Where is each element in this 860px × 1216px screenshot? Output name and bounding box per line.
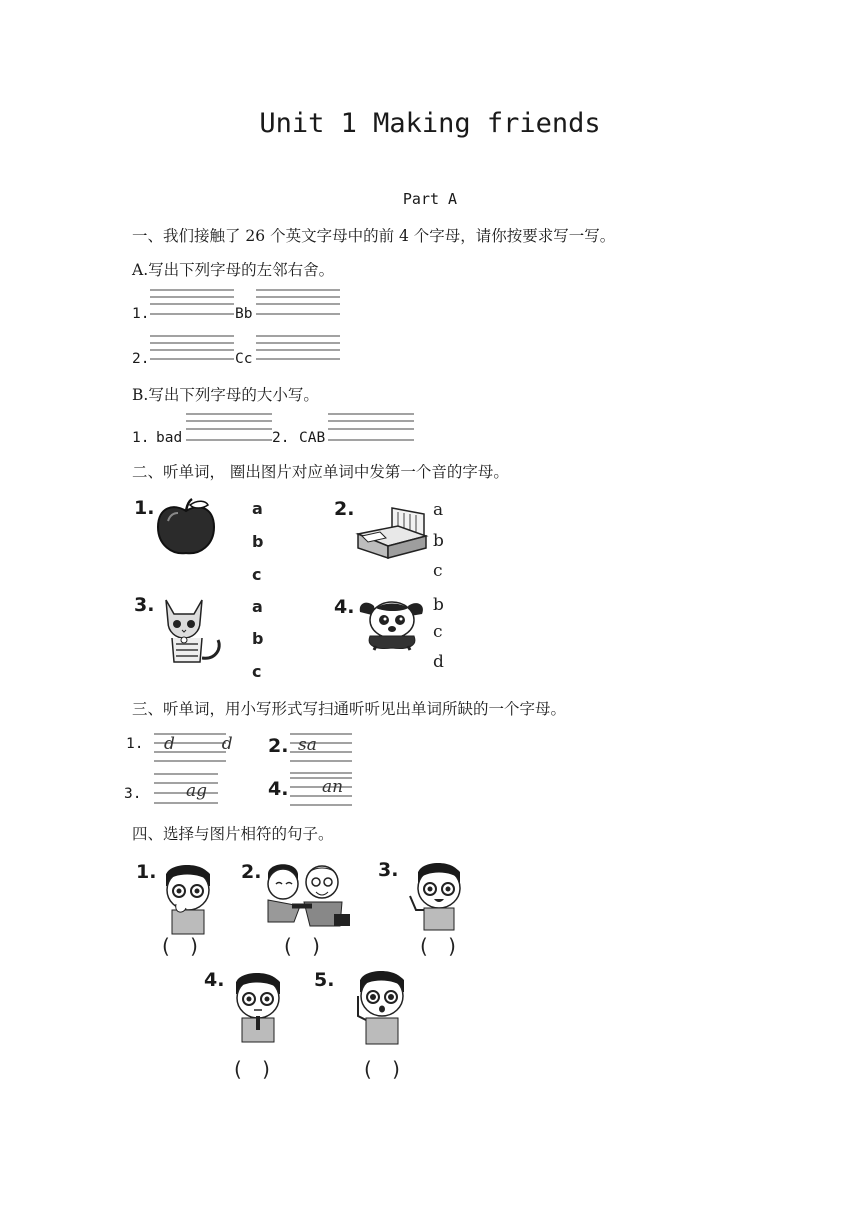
- q2-item-2-option-a[interactable]: a: [433, 500, 444, 520]
- q4-item-5-blank[interactable]: ( ): [364, 1057, 400, 1081]
- boy-pointing-icon: [228, 968, 286, 1044]
- q2-item-2-num: 2.: [334, 498, 355, 520]
- q1b-item-1-num: 1.: [132, 430, 150, 446]
- q2-item-1-num: 1.: [134, 497, 155, 519]
- cat-icon: [160, 596, 226, 668]
- q4-item-4-blank[interactable]: ( ): [234, 1057, 270, 1081]
- q3-heading: 三、听单词，用小写形式写扫通听听见出单词所缺的一个字母。: [132, 700, 567, 718]
- q1a-item-2-left-lines[interactable]: [148, 330, 238, 364]
- q2-item-3-option-c[interactable]: c: [252, 662, 262, 681]
- q3-item-1-handwriting: d d: [164, 734, 233, 754]
- q2-item-4-option-c[interactable]: c: [433, 622, 443, 642]
- q4-item-3-num: 3.: [378, 859, 399, 881]
- q1a-item-2-letter: Cc: [235, 351, 253, 367]
- q3-item-4-num: 4.: [268, 778, 289, 800]
- q2-item-1-option-b[interactable]: b: [252, 532, 264, 551]
- q4-item-3-blank[interactable]: ( ): [420, 934, 456, 958]
- q1b-item-2-lines[interactable]: [326, 410, 416, 444]
- dog-icon: [356, 598, 428, 652]
- boy-thinking-icon: [158, 860, 216, 936]
- q1a-item-1-left-lines[interactable]: [148, 286, 238, 320]
- part-label: Part A: [402, 190, 458, 208]
- boy-surprised-icon: [354, 966, 410, 1046]
- q1-heading: 一、我们接触了 26 个英文字母中的前 4 个字母，请你按要求写一写。: [132, 227, 616, 245]
- q4-item-1-num: 1.: [136, 861, 157, 883]
- q1a-item-1-num: 1.: [132, 306, 150, 322]
- page-title: Unit 1 Making friends: [259, 108, 601, 139]
- q2-item-3-num: 3.: [134, 594, 155, 616]
- q3-item-3-num: 3.: [124, 786, 142, 802]
- apple-icon: [156, 497, 218, 557]
- q1b-item-2-num: 2.: [272, 430, 290, 446]
- q1a-item-1-letter: Bb: [235, 306, 253, 322]
- q2-item-3-option-a[interactable]: a: [252, 597, 263, 616]
- q4-item-2-num: 2.: [241, 861, 262, 883]
- q4-item-5-num: 5.: [314, 969, 335, 991]
- boy-waving-icon: [408, 858, 468, 932]
- q1a-item-2-num: 2.: [132, 351, 150, 367]
- q3-item-3-handwriting: ag: [186, 781, 208, 801]
- q2-item-1-option-a[interactable]: a: [252, 499, 263, 518]
- q1b-item-1-word: bad: [156, 430, 183, 446]
- q4-item-2-blank[interactable]: ( ): [284, 934, 320, 958]
- q4-item-1-blank[interactable]: ( ): [162, 934, 198, 958]
- q3-item-1-num: 1.: [126, 736, 144, 752]
- q3-item-2-num: 2.: [268, 735, 289, 757]
- q2-item-2-option-b[interactable]: b: [433, 531, 444, 551]
- q1-sub-a: A.写出下列字母的左邻右舍。: [132, 261, 335, 279]
- handshake-icon: [262, 860, 354, 930]
- q1a-item-1-right-lines[interactable]: [254, 286, 344, 320]
- q2-item-4-option-b[interactable]: b: [433, 595, 444, 615]
- q1b-item-1-lines[interactable]: [184, 410, 274, 444]
- q2-item-4-num: 4.: [334, 596, 355, 618]
- q2-item-2-option-c[interactable]: c: [433, 561, 443, 581]
- q4-heading: 四、选择与图片相符的句子。: [132, 825, 334, 843]
- q2-item-4-option-d[interactable]: d: [433, 652, 444, 672]
- q1a-item-2-right-lines[interactable]: [254, 330, 344, 364]
- q2-item-1-option-c[interactable]: c: [252, 565, 262, 584]
- q2-heading: 二、听单词， 圈出图片对应单词中发第一个音的字母。: [132, 463, 509, 481]
- q3-item-4-handwriting: an: [322, 777, 344, 797]
- q2-item-3-option-b[interactable]: b: [252, 629, 264, 648]
- bed-icon: [354, 504, 430, 560]
- q4-item-4-num: 4.: [204, 969, 225, 991]
- q3-item-2-handwriting: sa: [298, 735, 317, 755]
- q1b-item-2-word: CAB: [299, 430, 326, 446]
- q1-sub-b: B.写出下列字母的大小写。: [132, 386, 319, 404]
